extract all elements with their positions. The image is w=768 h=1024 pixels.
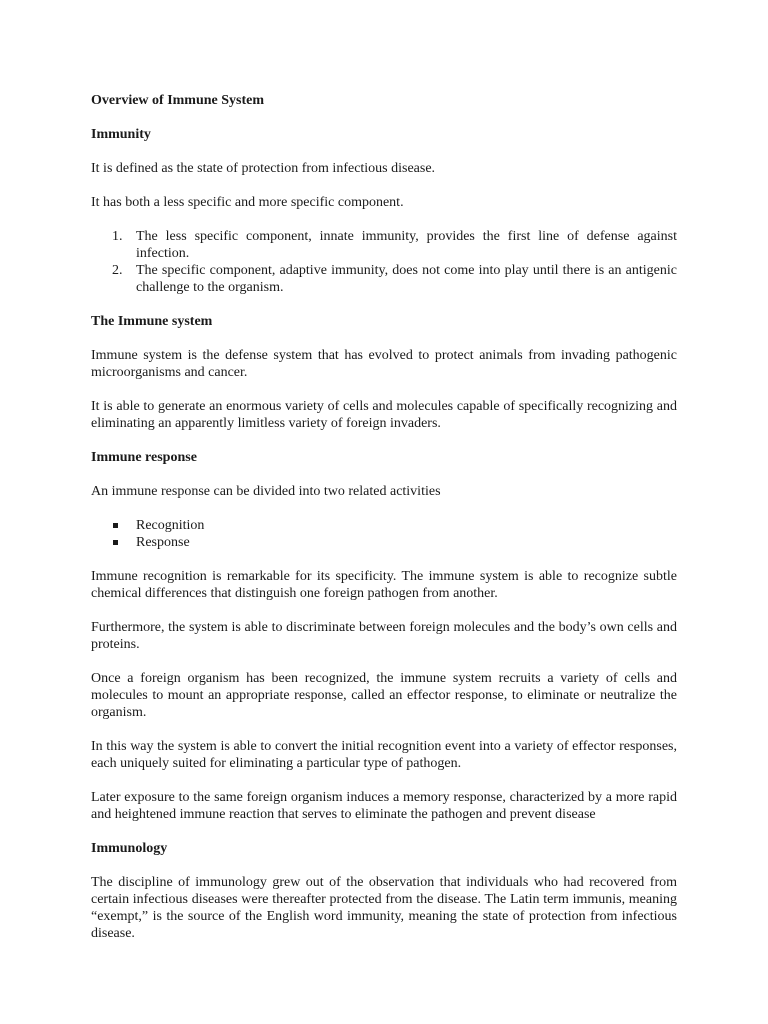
list-item [91, 534, 677, 551]
list-item-text: The less specific component, innate immunity, provides the first line of defense against infection. [136, 229, 677, 261]
section-heading-immunology: Immunology [91, 841, 168, 856]
list-item-text: The specific component, adaptive immunity, does not come into play until there is an antigenic challenge to the organism. [136, 263, 677, 295]
paragraph: Immune recognition is remarkable for its specificity. The immune system is able to recognize subtle chemical differences that distinguish one foreign pathogen from another. [91, 569, 677, 601]
list-number: 1. [112, 229, 123, 244]
paragraph: An immune response can be divided into two related activities [91, 484, 441, 499]
paragraph: In this way the system is able to convert the initial recognition event into a variety of effector responses, each uniquely suited for eliminating a particular type of pathogen. [91, 739, 677, 771]
paragraph: The discipline of immunology grew out of the observation that individuals who had recovered from certain infectious diseases were thereafter protected from the disease. The Latin term immunis, meaning “exempt,” is the source of the English word immunity, meaning the state of protection from infectious disease. [91, 875, 677, 941]
section-heading-immunity: Immunity [91, 127, 151, 142]
paragraph: Once a foreign organism has been recognized, the immune system recruits a variety of cells and molecules to mount an appropriate response, called an effector response, to eliminate or neutralize the organism. [91, 671, 677, 720]
square-bullet-icon [113, 540, 118, 545]
list-item [91, 228, 677, 262]
list-item [91, 517, 677, 534]
paragraph: It is defined as the state of protection from infectious disease. [91, 161, 436, 176]
paragraph: Immune system is the defense system that has evolved to protect animals from invading pathogenic microorganisms and cancer. [91, 348, 677, 380]
document-page [91, 92, 677, 959]
section-heading-immune-response: Immune response [91, 450, 197, 465]
numbered-list [91, 228, 677, 296]
square-bullet-icon [113, 523, 118, 528]
list-item [91, 262, 677, 296]
paragraph: It has both a less specific and more specific component. [91, 195, 404, 210]
list-item-text: Response [136, 535, 190, 550]
paragraph: Later exposure to the same foreign organism induces a memory response, characterized by a more rapid and heightened immune reaction that serves to eliminate the pathogen and prevent disease [91, 790, 677, 822]
bullet-list [91, 517, 677, 551]
section-heading-immune-system: The Immune system [91, 314, 213, 329]
list-item-text: Recognition [136, 518, 205, 533]
paragraph: Furthermore, the system is able to discriminate between foreign molecules and the body’s own cells and proteins. [91, 620, 677, 652]
document-title: Overview of Immune System [91, 93, 265, 108]
list-number: 2. [112, 263, 123, 278]
paragraph: It is able to generate an enormous variety of cells and molecules capable of specifically recognizing and eliminating an apparently limitless variety of foreign invaders. [91, 399, 677, 431]
